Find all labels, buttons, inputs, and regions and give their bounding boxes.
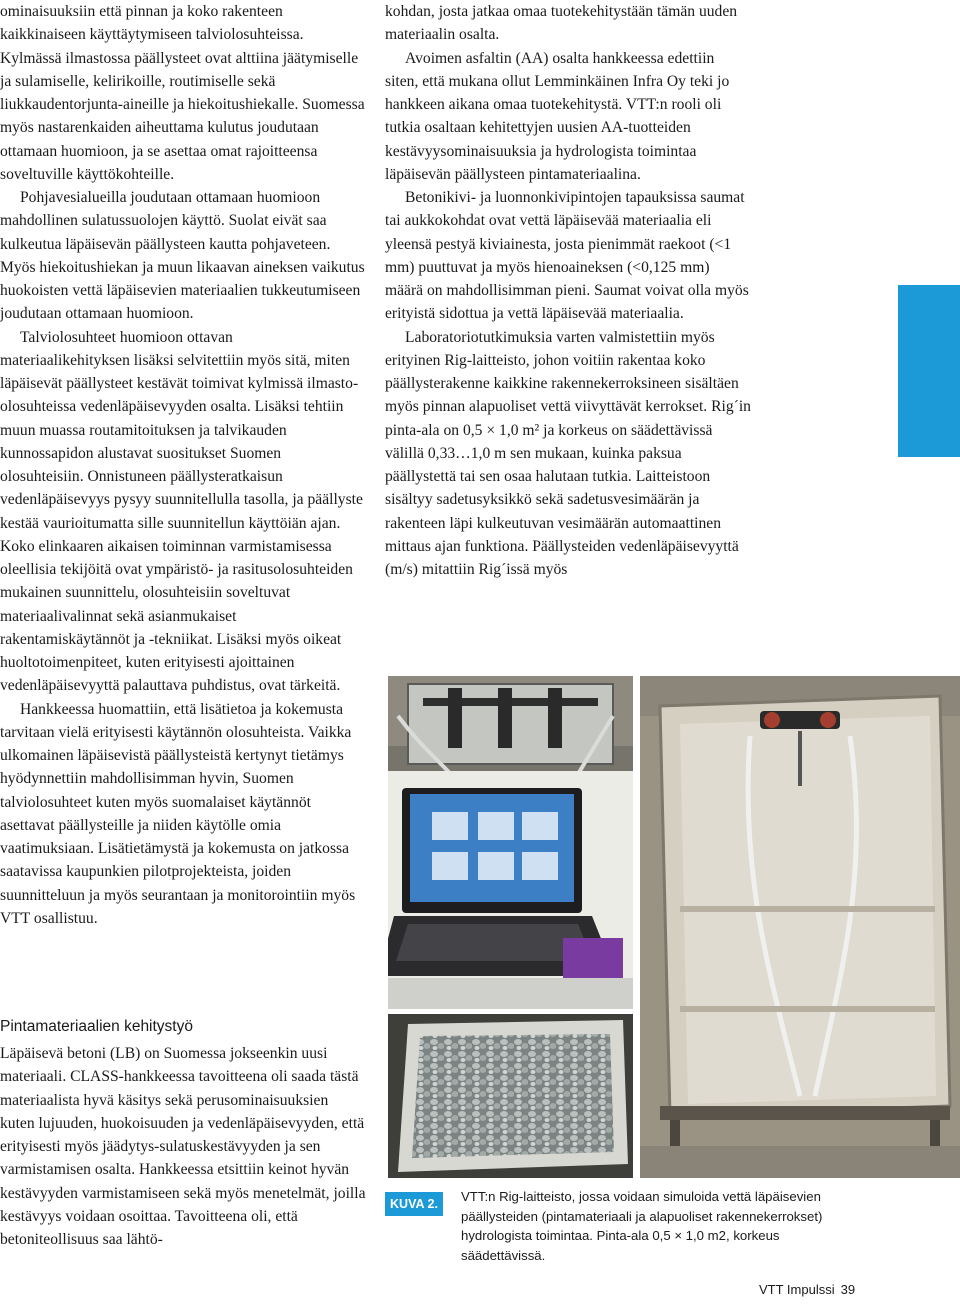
body-paragraph: kohdan, josta jatkaa omaa tuotekehitystään tämän uuden materiaalin osalta. <box>385 3 738 44</box>
rig-tank-photo <box>640 676 960 1178</box>
body-paragraph: Läpäisevä betoni (LB) on Suomessa jokseenkin uusi materiaali. CLASS-hankkeessa tavoitteena oli saada tästä materiaalista hyvä käsitys sekä perusominaisuuksien kuten lujuuden, huokoisuuden ja vedenläpäisevyyden, että erityisesti myös jäädytys-sulatuskestävyyden ja sen varmistamisen osalta. Hankkeessa etsittiin keinot hyvän kestävyyden varmistamiseen sekä myös menetelmät, joilla kestävyys voidaan osoittaa. Tavoitteena oli, että betoniteollisuus saa lähtö- <box>0 1045 366 1248</box>
section-heading: Pintamateriaalien kehitystyö <box>0 1018 193 1035</box>
left-text-column-section <box>0 1042 366 1251</box>
body-paragraph: ominaisuuksiin että pinnan ja koko rakenteen kaikkinaiseen käyttäytymiseen talviolosuhteissa. Kylmässä ilmastossa päällysteet ovat alttiina jäätymiselle ja sulamiselle, kelirikoille, routimiselle sekä liukkaudentorjunta-aineille ja hiekoitushiekalle. Suomessa myös nastarenkaiden aiheuttama kulutus joudutaan ottamaan huomioon, ja se asettaa omat rajoitteensa soveltuville käyttökohteille. <box>0 3 365 183</box>
body-paragraph: Talviolosuhteet huomioon ottavan materiaalikehityksen lisäksi selvitettiin myös sitä, miten läpäisevät päällysteet kestävät toimivat kylmissä ilmasto-olosuhteissa vedenläpäisevyyden osalta. Lisäksi tehtiin muun muassa routamitoituksen ja talvikauden kunnossapidon alustavat suositukset Suomen olosuhteisiin. Onnistuneen päällysteratkaisun vedenläpäisevyys pysyy suunnitellulla tasolla, ja päällyste kestää vaurioitumatta sille suunnitellun käyttöiän ajan. Koko elinkaaren aikaisen toiminnan varmistamisessa oleellisia tekijöitä ovat ympäristö- ja rasitusolosuhteiden mukainen suunnittelu, olosuhteisiin soveltuvat materiaalivalinnat sekä asianmukaiset rakentamiskäytännöt ja -tekniikat. Lisäksi myös oikeat huoltotoimenpiteet, kuten erityisesti ajoittainen vedenläpäisevyyttä palauttava puhdistus, ovat tärkeitä. <box>0 328 363 695</box>
accent-bar <box>898 285 960 457</box>
body-paragraph: Avoimen asfaltin (AA) osalta hankkeessa edettiin siten, että mukana ollut Lemminkäinen Infra Oy teki jo hankkeen aikana omaa tuotekehitystä. VTT:n rooli oli tutkia osaltaan kehitettyjen uusien AA-tuotteiden kestävyysominaisuuksia ja hydrologista toimintaa läpäisevän päällysteen pintamateriaalina. <box>385 49 730 183</box>
stone-aggregate-photo <box>388 1014 633 1178</box>
right-text-column <box>385 0 751 581</box>
figure-label: KUVA 2. <box>385 1192 443 1216</box>
rig-laptop-photo <box>388 676 633 1009</box>
body-paragraph: Hankkeessa huomattiin, että lisätietoa ja kokemusta tarvitaan vielä erityisesti käytännön olosuhteista. Vaikka ulkomainen läpäisevistä päällysteistä kertynyt tietämys hyödynnettiin mahdollisimman hyvin, Suomen talviolosuhteet kuten myös suomalaiset käytännöt asettavat päällysteille ja niiden käytölle omia vaatimuksiaan. Lisätietämystä ja kokemusta on jatkossa saatavissa kaupunkien pilotprojekteista, joiden suunnitteluun ja myös seurantaan ja monitorointiin myös VTT osallistuu. <box>0 700 356 927</box>
stone-aggregate-illustration <box>388 1014 633 1178</box>
rig-laptop-illustration <box>388 676 633 1009</box>
page-footer <box>759 1281 959 1299</box>
body-paragraph: Laboratoriotutkimuksia varten valmistettiin myös erityinen Rig-laitteisto, johon voitiin rakentaa koko päällysterakenne kaikkine rakennekerroksineen sisältäen myös pinnan alapuoliset vettä viivyttävät kerrokset. Rig´in pinta-ala on 0,5 × 1,0 m² ja korkeus on säädettävissä välillä 0,33…1,0 m sen mukaan, kuinka paksua päällystettä tai sen osaa halutaan tutkia. Laitteistoon sisältyy sadetusyksikkö sekä sadetusvesimäärän ja rakenteen läpi kulkeutuvan vesimäärän automaattinen mittaus ajan funktiona. Päällysteiden vedenläpäisevyyttä (m/s) mitattiin Rig´issä myös <box>385 328 751 578</box>
publication-name: VTT Impulssi <box>759 1282 835 1297</box>
page-number: 39 <box>840 1282 856 1297</box>
body-paragraph: Betonikivi- ja luonnonkivipintojen tapauksissa saumat tai aukkokohdat ovat vettä läpäisevää materiaalia eli yleensä pestyä kiviainesta, josta pienimmät raekoot (<1 mm) puuttuvat ja myös hienoaineksen (<0,125 mm) määrä on mahdollisimman pieni. Saumat voivat olla myös erityistä sidottua ja vettä läpäisevää materiaalia. <box>385 189 749 323</box>
left-text-column <box>0 0 366 930</box>
body-paragraph: Pohjavesialueilla joudutaan ottamaan huomioon mahdollinen sulatussuolojen käyttö. Suolat eivät saa kulkeutua läpäisevän päällysteen kautta pohjaveteen. Myös hiekoitushiekan ja muun likaavan aineksen vaikutus huokoisten vettä läpäisevien materiaalien tukkeutumiseen joudutaan ottamaan huomioon. <box>0 189 365 323</box>
figure-caption: VTT:n Rig-laitteisto, jossa voidaan simuloida vettä läpäisevien päällysteiden (pintamateriaali ja alapuoliset rakennekerrokset) hydrologista toimintaa. Pinta-ala 0,5 × 1,0 m2, korkeus säädettävissä. <box>461 1189 823 1263</box>
rig-tank-illustration <box>640 676 960 1178</box>
